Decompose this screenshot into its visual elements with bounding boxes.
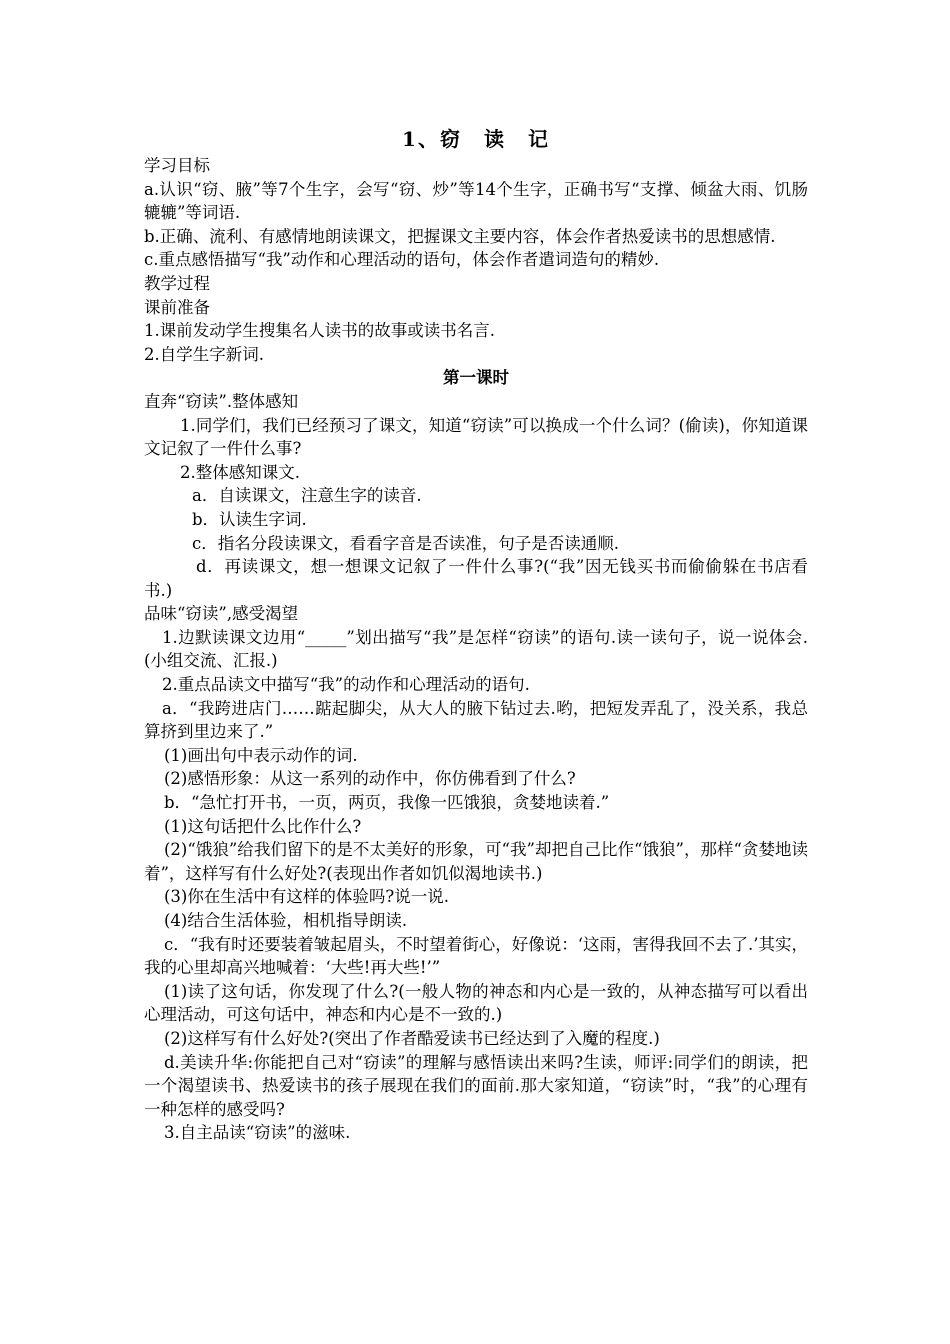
part2-b-item-4: (4)结合生活体验，相机指导朗读. bbox=[164, 911, 408, 930]
part2-c-item-1: (1)读了这句话，你发现了什么?(一般人物的神态和内心是一致的，从神态描写可以看出心理活动，可这句话中，神态和内心是不一致的.) bbox=[144, 981, 808, 1025]
part2-question-1: 1.边默读课文边用“_____”划出描写“我”是怎样“窃读”的语句.读一读句子，说一说体会.(小组交流、汇报.) bbox=[144, 627, 808, 671]
part1-heading: 直奔“窃读”.整体感知 bbox=[144, 391, 299, 411]
prep-heading: 课前准备 bbox=[144, 297, 210, 317]
part2-b-item-1: (1)这句话把什么比作什么? bbox=[164, 816, 362, 836]
page-title: 1、窃 读 记 bbox=[402, 127, 550, 151]
part1-question-1: 1.同学们，我们已经预习了课文，知道“窃读”可以换成一个什么词？(偷读)，你知道课文记叙了一件什么事? bbox=[144, 415, 808, 459]
objective-item-a: a.认识“窃、腋”等7个生字，会写“窃、炒”等14个生字，正确书写“支撑、倾盆大雨、饥肠辘辘”等词语. bbox=[144, 179, 808, 223]
objective-item-c: c.重点感悟描写“我”动作和心理活动的语句，体会作者遣词造句的精妙. bbox=[144, 250, 660, 270]
part2-d-reading: d.美读升华:你能把自己对“窃读”的理解与感悟读出来吗?生读，师评:同学们的朗读，把一个渴望读书、热爱读书的孩子展现在我们的面前.那大家知道，“窃读”时，“我”的心理有一种怎样的感受吗? bbox=[144, 1052, 808, 1119]
prep-item-2: 2.自学生字新词. bbox=[144, 344, 264, 364]
document-page bbox=[144, 120, 808, 1145]
part2-b-item-3: (3)你在生活中有这样的体验吗?说一说. bbox=[164, 887, 449, 907]
part1-sub-b: b．认读生字词. bbox=[192, 509, 307, 529]
part2-heading: 品味“窃读”,感受渴望 bbox=[144, 604, 299, 624]
part1-sub-a: a．自读课文，注意生字的读音. bbox=[192, 486, 422, 506]
part2-a-item-1: (1)画出句中表示动作的词. bbox=[164, 745, 358, 765]
part2-b-item-2: (2)“饿狼”给我们留下的是不太美好的形象，可“我”却把自己比作“饿狼”，那样“贪婪地读着”，这样写有什么好处?(表现出作者如饥似渴地读书.) bbox=[144, 840, 808, 883]
part2-c-item-2: (2)这样写有什么好处?(突出了作者酷爱读书已经达到了入魔的程度.) bbox=[164, 1028, 660, 1048]
part1-sub-d: d．再读课文，想一想课文记叙了一件什么事?(“我”因无钱买书而偷偷躲在书店看书.) bbox=[144, 557, 808, 600]
objectives-heading: 学习目标 bbox=[144, 156, 210, 175]
part2-question-2: 2.重点品读文中描写“我”的动作和心理活动的语句. bbox=[162, 675, 530, 695]
process-heading: 教学过程 bbox=[144, 273, 210, 293]
prep-item-1: 1.课前发动学生搜集名人读书的故事或读书名言. bbox=[144, 321, 495, 341]
part2-b-quote: b．“急忙打开书，一页，两页，我像一匹饿狼，贪婪地读着.” bbox=[164, 793, 610, 813]
lesson1-heading: 第一课时 bbox=[443, 368, 509, 388]
part2-a-quote: a．“我跨进店门……踮起脚尖，从大人的腋下钻过去.哟，把短发弄乱了，没关系，我总算挤到里边来了.” bbox=[144, 698, 808, 742]
part1-question-2: 2.整体感知课文. bbox=[180, 462, 300, 482]
part1-sub-c: c．指名分段读课文，看看字音是否读准，句子是否读通顺. bbox=[192, 533, 619, 553]
objective-item-b: b.正确、流利、有感情地朗读课文，把握课文主要内容，体会作者热爱读书的思想感情. bbox=[144, 226, 776, 246]
part2-c-quote: c．“我有时还要装着皱起眉头，不时望着街心，好像说：‘这雨，害得我回不去了.’其实，我的心里却高兴地喊着：‘大些!再大些!’” bbox=[144, 934, 808, 978]
part2-question-3: 3.自主品读“窃读”的滋味. bbox=[164, 1123, 351, 1143]
part2-a-item-2: (2)感悟形象：从这一系列的动作中，你仿佛看到了什么? bbox=[164, 769, 576, 789]
